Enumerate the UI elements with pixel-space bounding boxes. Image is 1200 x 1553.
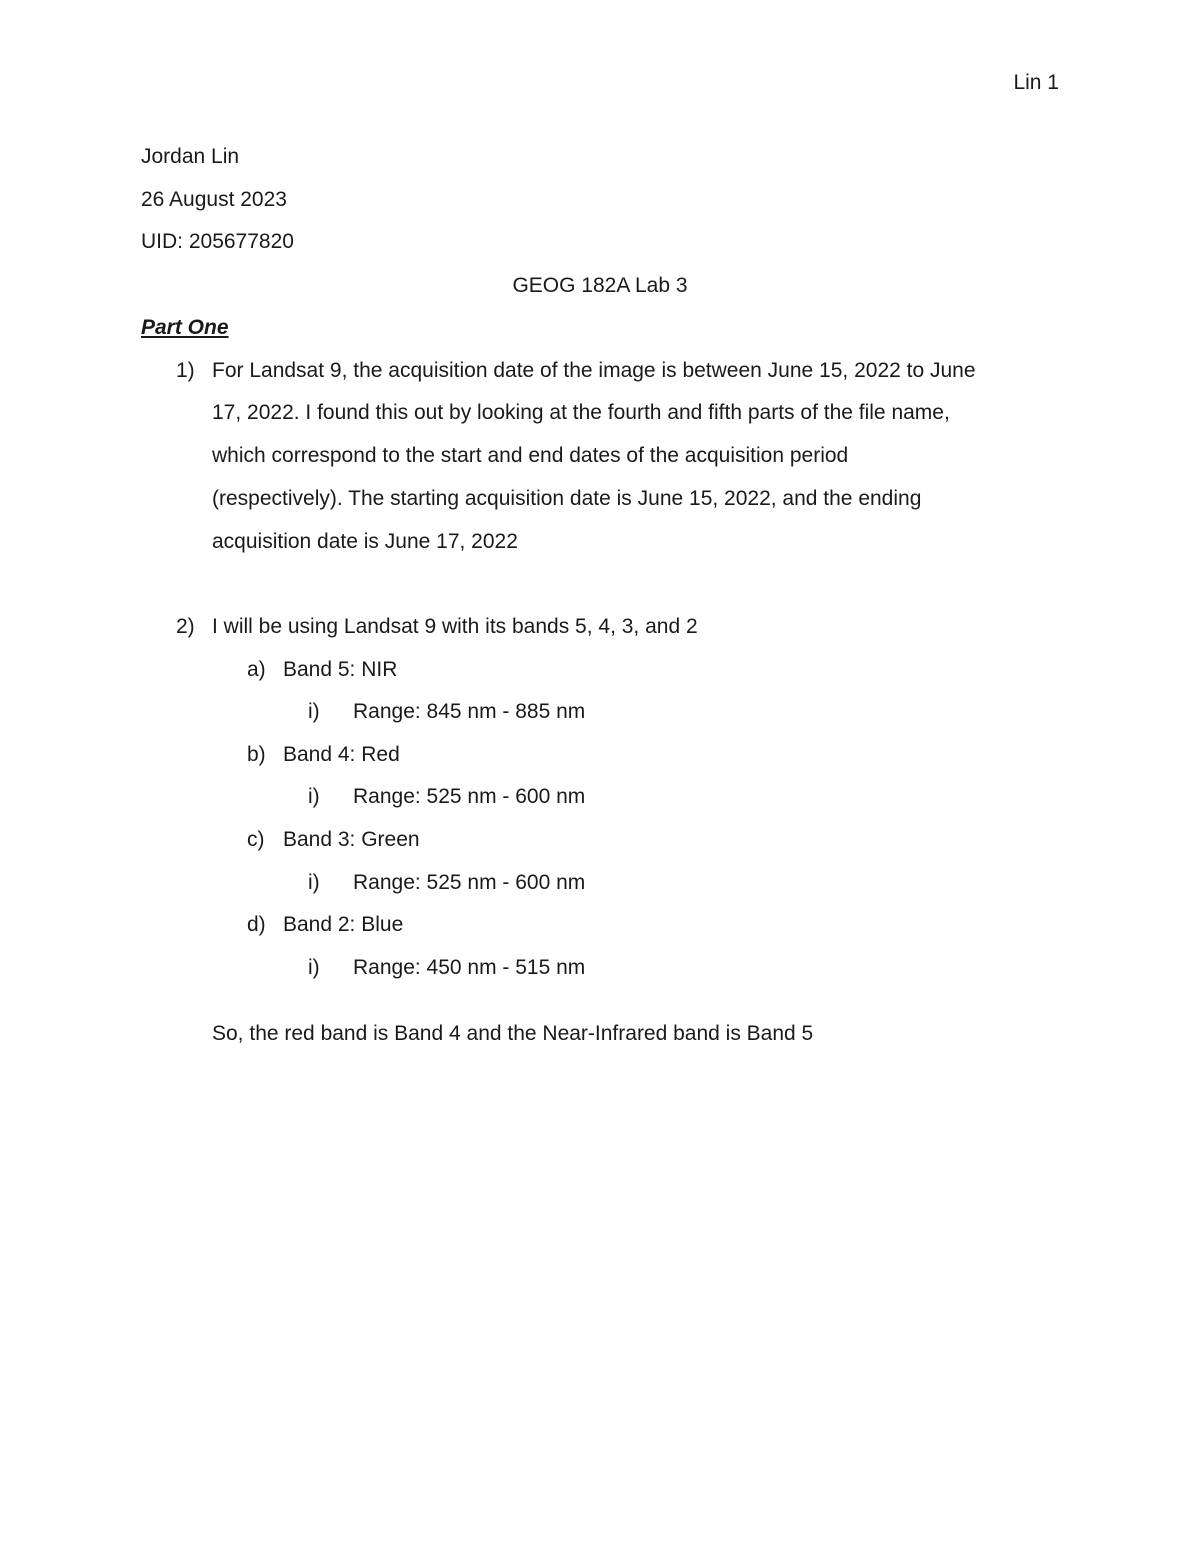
sublist-marker: c) <box>247 828 265 851</box>
section-title: Part One <box>141 316 229 339</box>
band-label: Band 2: Blue <box>283 913 404 936</box>
item-1-line: acquisition date is June 17, 2022 <box>212 530 518 553</box>
item-2-text: I will be using Landsat 9 with its bands 5, 4, 3, and 2 <box>212 615 698 638</box>
band-label: Band 3: Green <box>283 828 420 851</box>
detail-marker: i) <box>308 785 320 808</box>
student-uid: UID: 205677820 <box>141 230 294 253</box>
list-marker: 2) <box>176 615 195 638</box>
conclusion-text: So, the red band is Band 4 and the Near-Infrared band is Band 5 <box>212 1022 814 1045</box>
sublist-marker: b) <box>247 743 266 766</box>
document-title: GEOG 182A Lab 3 <box>512 274 688 297</box>
band-range: Range: 525 nm - 600 nm <box>353 785 586 808</box>
document-date: 26 August 2023 <box>141 188 287 211</box>
item-1-line: For Landsat 9, the acquisition date of the image is between June 15, 2022 to June <box>212 359 976 382</box>
list-marker: 1) <box>176 359 195 382</box>
band-range: Range: 845 nm - 885 nm <box>353 700 586 723</box>
page-header-label: Lin 1 <box>1013 71 1059 94</box>
band-range: Range: 450 nm - 515 nm <box>353 956 586 979</box>
item-1-line: 17, 2022. I found this out by looking at the fourth and fifth parts of the file name, <box>212 401 950 424</box>
sublist-marker: a) <box>247 658 266 681</box>
item-1-line: (respectively). The starting acquisition date is June 15, 2022, and the ending <box>212 487 922 510</box>
sublist-marker: d) <box>247 913 266 936</box>
detail-marker: i) <box>308 871 320 894</box>
author-name: Jordan Lin <box>141 145 240 168</box>
detail-marker: i) <box>308 700 320 723</box>
item-1-line: which correspond to the start and end dates of the acquisition period <box>212 444 849 467</box>
detail-marker: i) <box>308 956 320 979</box>
band-label: Band 5: NIR <box>283 658 398 681</box>
band-range: Range: 525 nm - 600 nm <box>353 871 586 894</box>
band-label: Band 4: Red <box>283 743 400 766</box>
